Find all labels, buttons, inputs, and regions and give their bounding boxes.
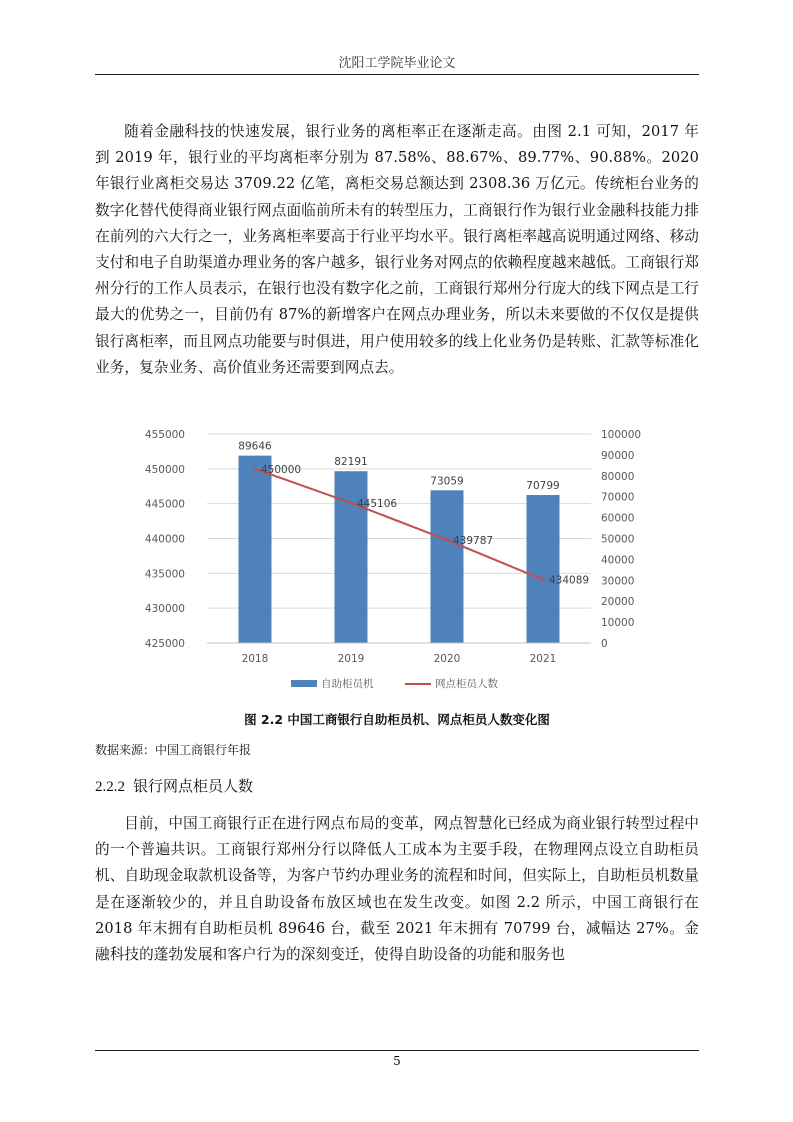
y-left-tick-label: 450000 [144, 463, 185, 476]
section-heading [95, 775, 253, 796]
y-right-tick-label: 70000 [601, 491, 635, 504]
bar-data-label: 73059 [430, 475, 464, 488]
y-left-tick-label: 425000 [144, 638, 185, 650]
line-data-label: 450000 [261, 463, 302, 476]
bar [431, 490, 464, 643]
bar-data-label: 82191 [334, 456, 368, 469]
paragraph-2 [95, 811, 699, 968]
x-tick-label: 2018 [241, 653, 269, 665]
bar [527, 495, 560, 643]
x-tick-label: 2019 [337, 653, 365, 665]
line-point [542, 578, 545, 581]
y-left-tick-label: 445000 [144, 498, 185, 511]
line-point [254, 467, 257, 470]
legend-bar-swatch [291, 680, 317, 687]
legend-line-label: 网点柜员人数 [435, 678, 498, 690]
y-left-tick-label: 440000 [144, 533, 185, 546]
y-right-tick-label: 10000 [601, 617, 635, 630]
y-right-tick-label: 90000 [601, 449, 635, 462]
chart [95, 420, 699, 702]
x-tick-label: 2021 [529, 653, 557, 665]
y-right-tick-label: 50000 [601, 533, 635, 546]
y-right-tick-label: 30000 [601, 575, 635, 588]
line-data-label: 439787 [453, 534, 494, 547]
header-rule [95, 74, 699, 75]
figure-caption: 图 2.2 中国工商银行自助柜员机、网点柜员人数变化图 [244, 712, 550, 727]
bar [239, 456, 272, 643]
line-data-label: 434089 [549, 574, 590, 587]
bar-data-label: 70799 [526, 480, 560, 493]
page-header: 沈阳工学院毕业论文 [338, 56, 456, 71]
line-point [446, 538, 449, 541]
line-data-label: 445106 [357, 497, 398, 510]
footer-rule [95, 1050, 699, 1051]
page-number: 5 [393, 1054, 401, 1068]
y-right-tick-label: 100000 [601, 429, 642, 441]
section-title: 银行网点柜员人数 [133, 777, 254, 795]
y-right-tick-label: 0 [601, 638, 608, 650]
line-series [255, 469, 543, 580]
y-right-tick-label: 80000 [601, 470, 635, 483]
y-right-tick-label: 60000 [601, 512, 635, 525]
data-source: 数据来源：中国工商银行年报 [95, 743, 252, 757]
y-right-tick-label: 40000 [601, 554, 635, 567]
line-point [350, 501, 353, 504]
y-left-tick-label: 430000 [144, 603, 185, 616]
bar-data-label: 89646 [238, 440, 272, 453]
y-left-tick-label: 435000 [144, 568, 185, 581]
paragraph-1-text: 随着金融科技的快速发展，银行业务的离柜率正在逐渐走高。由图 2.1 可知，2017 年到 2019 年，银行业的平均离柜率分别为 87.58%、88.67%、89.77%、90.88%。2020 年银行业离柜交易达 3709.22 亿笔，离柜交易总额达到 2308.36 万亿元。传统柜台业务的数字化替代使得商业银行网点面临前所未有的转型压力，工商银行作为银行业金融科技能力排在前列的六大行之一，业务离柜率要高于行业平均水平。银行离柜率越高说明通过网络、移动支付和电子自助渠道办理业务的客户越多，银行业务对网点的依赖程度越来越低。工商银行郑州分行的工作人员表示，在银行也没有数字化之前，工商银行郑州分行庞大的线下网点是工行最大的优势之一，目前仍有 87%的新增客户在网点办理业务，所以未来要做的不仅仅是提供银行离柜率，而且网点功能要与时俱进，用户使用较多的线上化业务仍是转账、汇款等标准化业务，复杂业务、高价值业务还需要到网点去。 [95, 123, 699, 376]
legend-bar-label: 自助柜员机 [321, 678, 374, 690]
paragraph-1 [95, 119, 699, 381]
paragraph-2-text: 目前，中国工商银行正在进行网点布局的变革，网点智慧化已经成为商业银行转型过程中的一个普遍共识。工商银行郑州分行以降低人工成本为主要手段，在物理网点设立自助柜员机、自助现金取款机设备等，为客户节约办理业务的流程和时间，但实际上，自助柜员机数量是在逐渐较少的，并且自助设备布放区域也在发生改变。如图 2.2 所示，中国工商银行在 2018 年末拥有自助柜员机 89646 台，截至 2021 年末拥有 70799 台，减幅达 27%。金融科技的蓬勃发展和客户行为的深刻变迁，使得自助设备的功能和服务也 [95, 815, 699, 964]
section-number: 2.2.2 [95, 779, 125, 795]
y-left-tick-label: 455000 [144, 429, 185, 441]
y-right-tick-label: 20000 [601, 596, 635, 609]
x-tick-label: 2020 [433, 653, 461, 665]
